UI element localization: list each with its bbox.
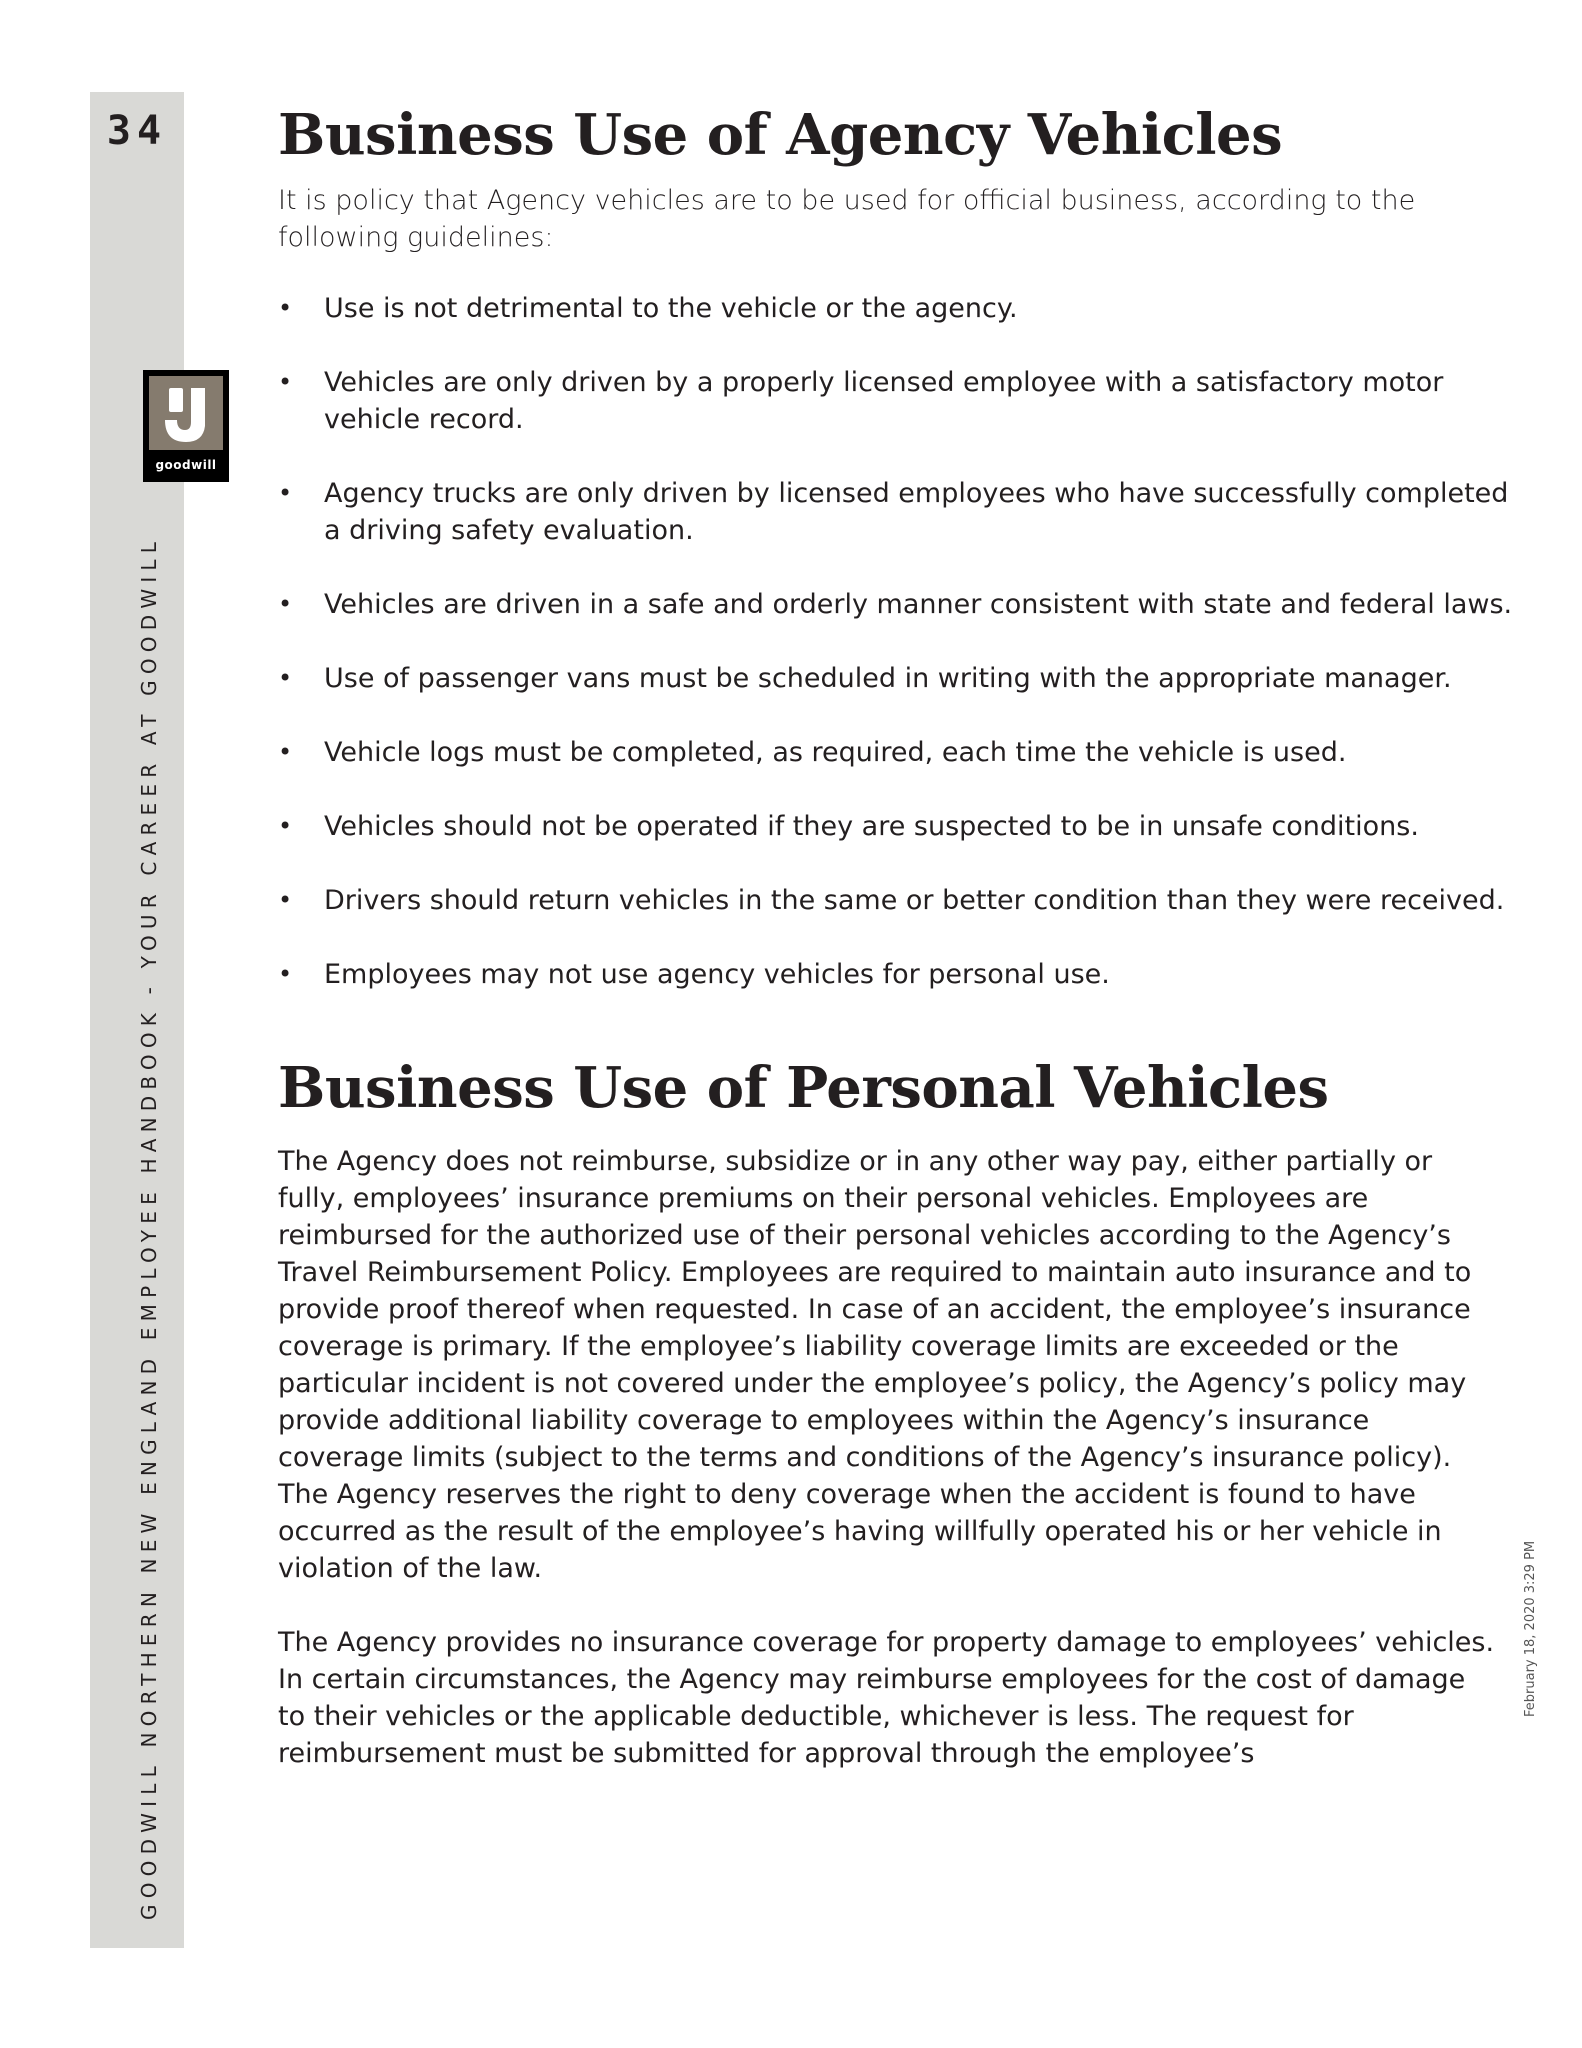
page-content [278, 100, 1513, 1772]
section-personal-vehicles [278, 1053, 1508, 1772]
body-paragraph: The Agency provides no insurance coverage for property damage to employees’ vehicles. In certain circumstances, the Agency may reimburse employees for the cost of damage to their vehicles or the applicable deductible, whichever is less. The request for reimbursement must be submitted for approval through the employee’s [278, 1627, 1495, 1769]
goodwill-logo [143, 370, 229, 482]
list-item: • Employees may not use agency vehicles for personal use. [278, 956, 1524, 993]
list-item: • Vehicles are only driven by a properly licensed employee with a satisfactory motor vehicle record. [278, 364, 1524, 438]
guidelines-list [278, 290, 1513, 993]
intro-paragraph: It is policy that Agency vehicles are to be used for official business, according to the following guidelines: [278, 185, 1416, 253]
bullet-icon: • [278, 812, 293, 840]
bullet-icon: • [278, 294, 293, 322]
side-title: GOODWILL NORTHERN NEW ENGLAND EMPLOYEE HANDBOOK - YOUR CAREER AT GOODWILL [137, 535, 161, 1920]
list-item: • Vehicle logs must be completed, as required, each time the vehicle is used. [278, 734, 1524, 771]
list-item: • Use is not detrimental to the vehicle or the agency. [278, 290, 1524, 327]
timestamp: February 18, 2020 3:29 PM [1523, 1540, 1538, 1717]
list-item: • Vehicles are driven in a safe and orderly manner consistent with state and federal laws. [278, 586, 1524, 623]
section-title-agency-vehicles: Business Use of Agency Vehicles [278, 102, 1283, 168]
page-number: 34 [106, 108, 168, 154]
body-paragraph: The Agency does not reimburse, subsidize or in any other way pay, either partially or fully, employees’ insurance premiums on their personal vehicles. Employees are reimbursed for the authorized use of their personal vehicles according to the Agency’s Travel Reimbursement Policy. Employees are required to maintain auto insurance and to provide proof thereof when requested. In case of an accident, the employee’s insurance coverage is primary. If the employee’s liability coverage limits are exceeded or the particular incident is not covered under the employee’s policy, the Agency’s policy may provide additional liability coverage to employees within the Agency’s insurance coverage limits (subject to the terms and conditions of the Agency’s insurance policy). The Agency reserves the right to deny coverage when the accident is found to have occurred as the result of the employee’s having willfully operated his or her vehicle in violation of the law. [278, 1146, 1472, 1584]
bullet-icon: • [278, 960, 293, 988]
bullet-icon: • [278, 590, 293, 618]
bullet-icon: • [278, 479, 293, 507]
bullet-icon: • [278, 738, 293, 766]
list-item: • Use of passenger vans must be scheduled in writing with the appropriate manager. [278, 660, 1524, 697]
list-item: • Agency trucks are only driven by licensed employees who have successfully completed a driving safety evaluation. [278, 475, 1524, 549]
logo-wordmark: goodwill [155, 458, 217, 472]
list-item: • Vehicles should not be operated if they are suspected to be in unsafe conditions. [278, 808, 1524, 845]
bullet-icon: • [278, 886, 293, 914]
bullet-icon: • [278, 664, 293, 692]
section-title-personal-vehicles: Business Use of Personal Vehicles [278, 1055, 1329, 1121]
list-item: • Drivers should return vehicles in the same or better condition than they were received. [278, 882, 1524, 919]
bullet-icon: • [278, 368, 293, 396]
